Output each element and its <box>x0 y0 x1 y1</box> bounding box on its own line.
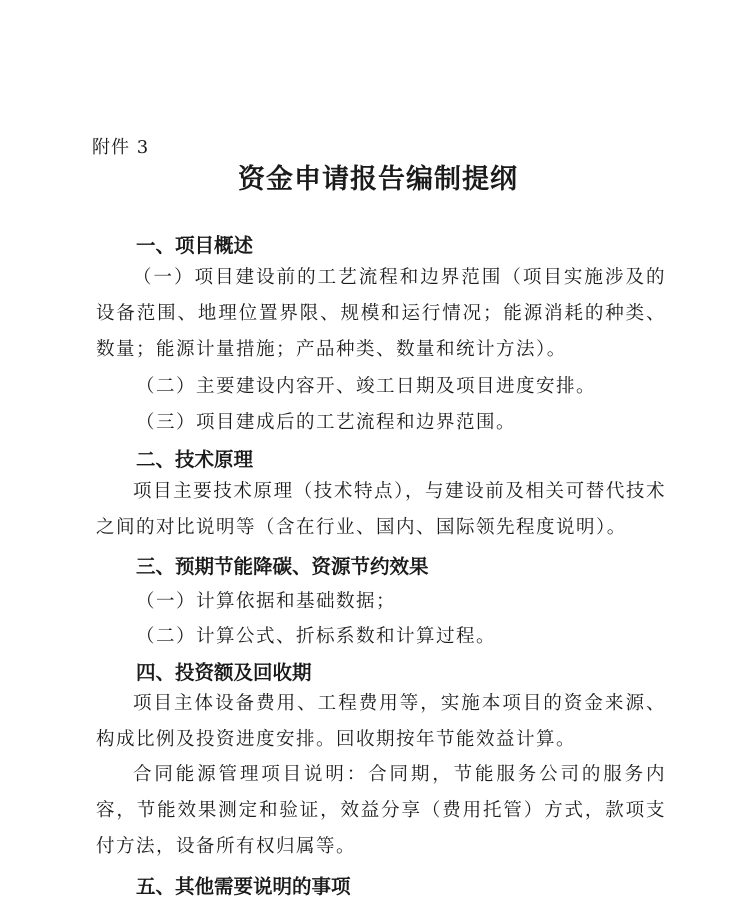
section-3-paragraph-2: （二）计算公式、折标系数和计算过程。 <box>136 626 497 647</box>
section-1-paragraph-3: （三）项目建成后的工艺流程和边界范围。 <box>136 412 517 433</box>
section-1-paragraph-2: （二）主要建设内容开、竣工日期及项目进度安排。 <box>136 376 597 397</box>
attachment-label: 附件 3 <box>92 137 150 158</box>
section-1-paragraph-1: （一）项目建设前的工艺流程和边界范围（项目实施涉及的设备范围、地理位置界限、规模和运行情况；能源消耗的种类、数量；能源计量措施；产品种类、数量和统计方法）。 <box>96 267 666 360</box>
section-heading-1: 一、项目概述 <box>136 234 254 257</box>
document-title: 资金申请报告编制提纲 <box>238 164 518 195</box>
section-4-paragraph-2: 合同能源管理项目说明：合同期，节能服务公司的服务内容，节能效果测定和验证，效益分享（费用托管）方式，款项支付方法，设备所有权归属等。 <box>96 764 666 857</box>
section-heading-3: 三、预期节能降碳、资源节约效果 <box>136 555 429 578</box>
section-heading-2: 二、技术原理 <box>136 448 254 471</box>
section-2-paragraph-1: 项目主要技术原理（技术特点），与建设前及相关可替代技术之间的对比说明等（含在行业、国内、国际领先程度说明）。 <box>96 481 666 538</box>
section-4-paragraph-1: 项目主体设备费用、工程费用等，实施本项目的资金来源、构成比例及投资进度安排。回收期按年节能效益计算。 <box>96 693 666 750</box>
section-3-paragraph-1: （一）计算依据和基础数据； <box>136 591 397 612</box>
section-heading-4: 四、投资额及回收期 <box>136 661 312 684</box>
section-heading-5: 五、其他需要说明的事项 <box>136 875 351 898</box>
